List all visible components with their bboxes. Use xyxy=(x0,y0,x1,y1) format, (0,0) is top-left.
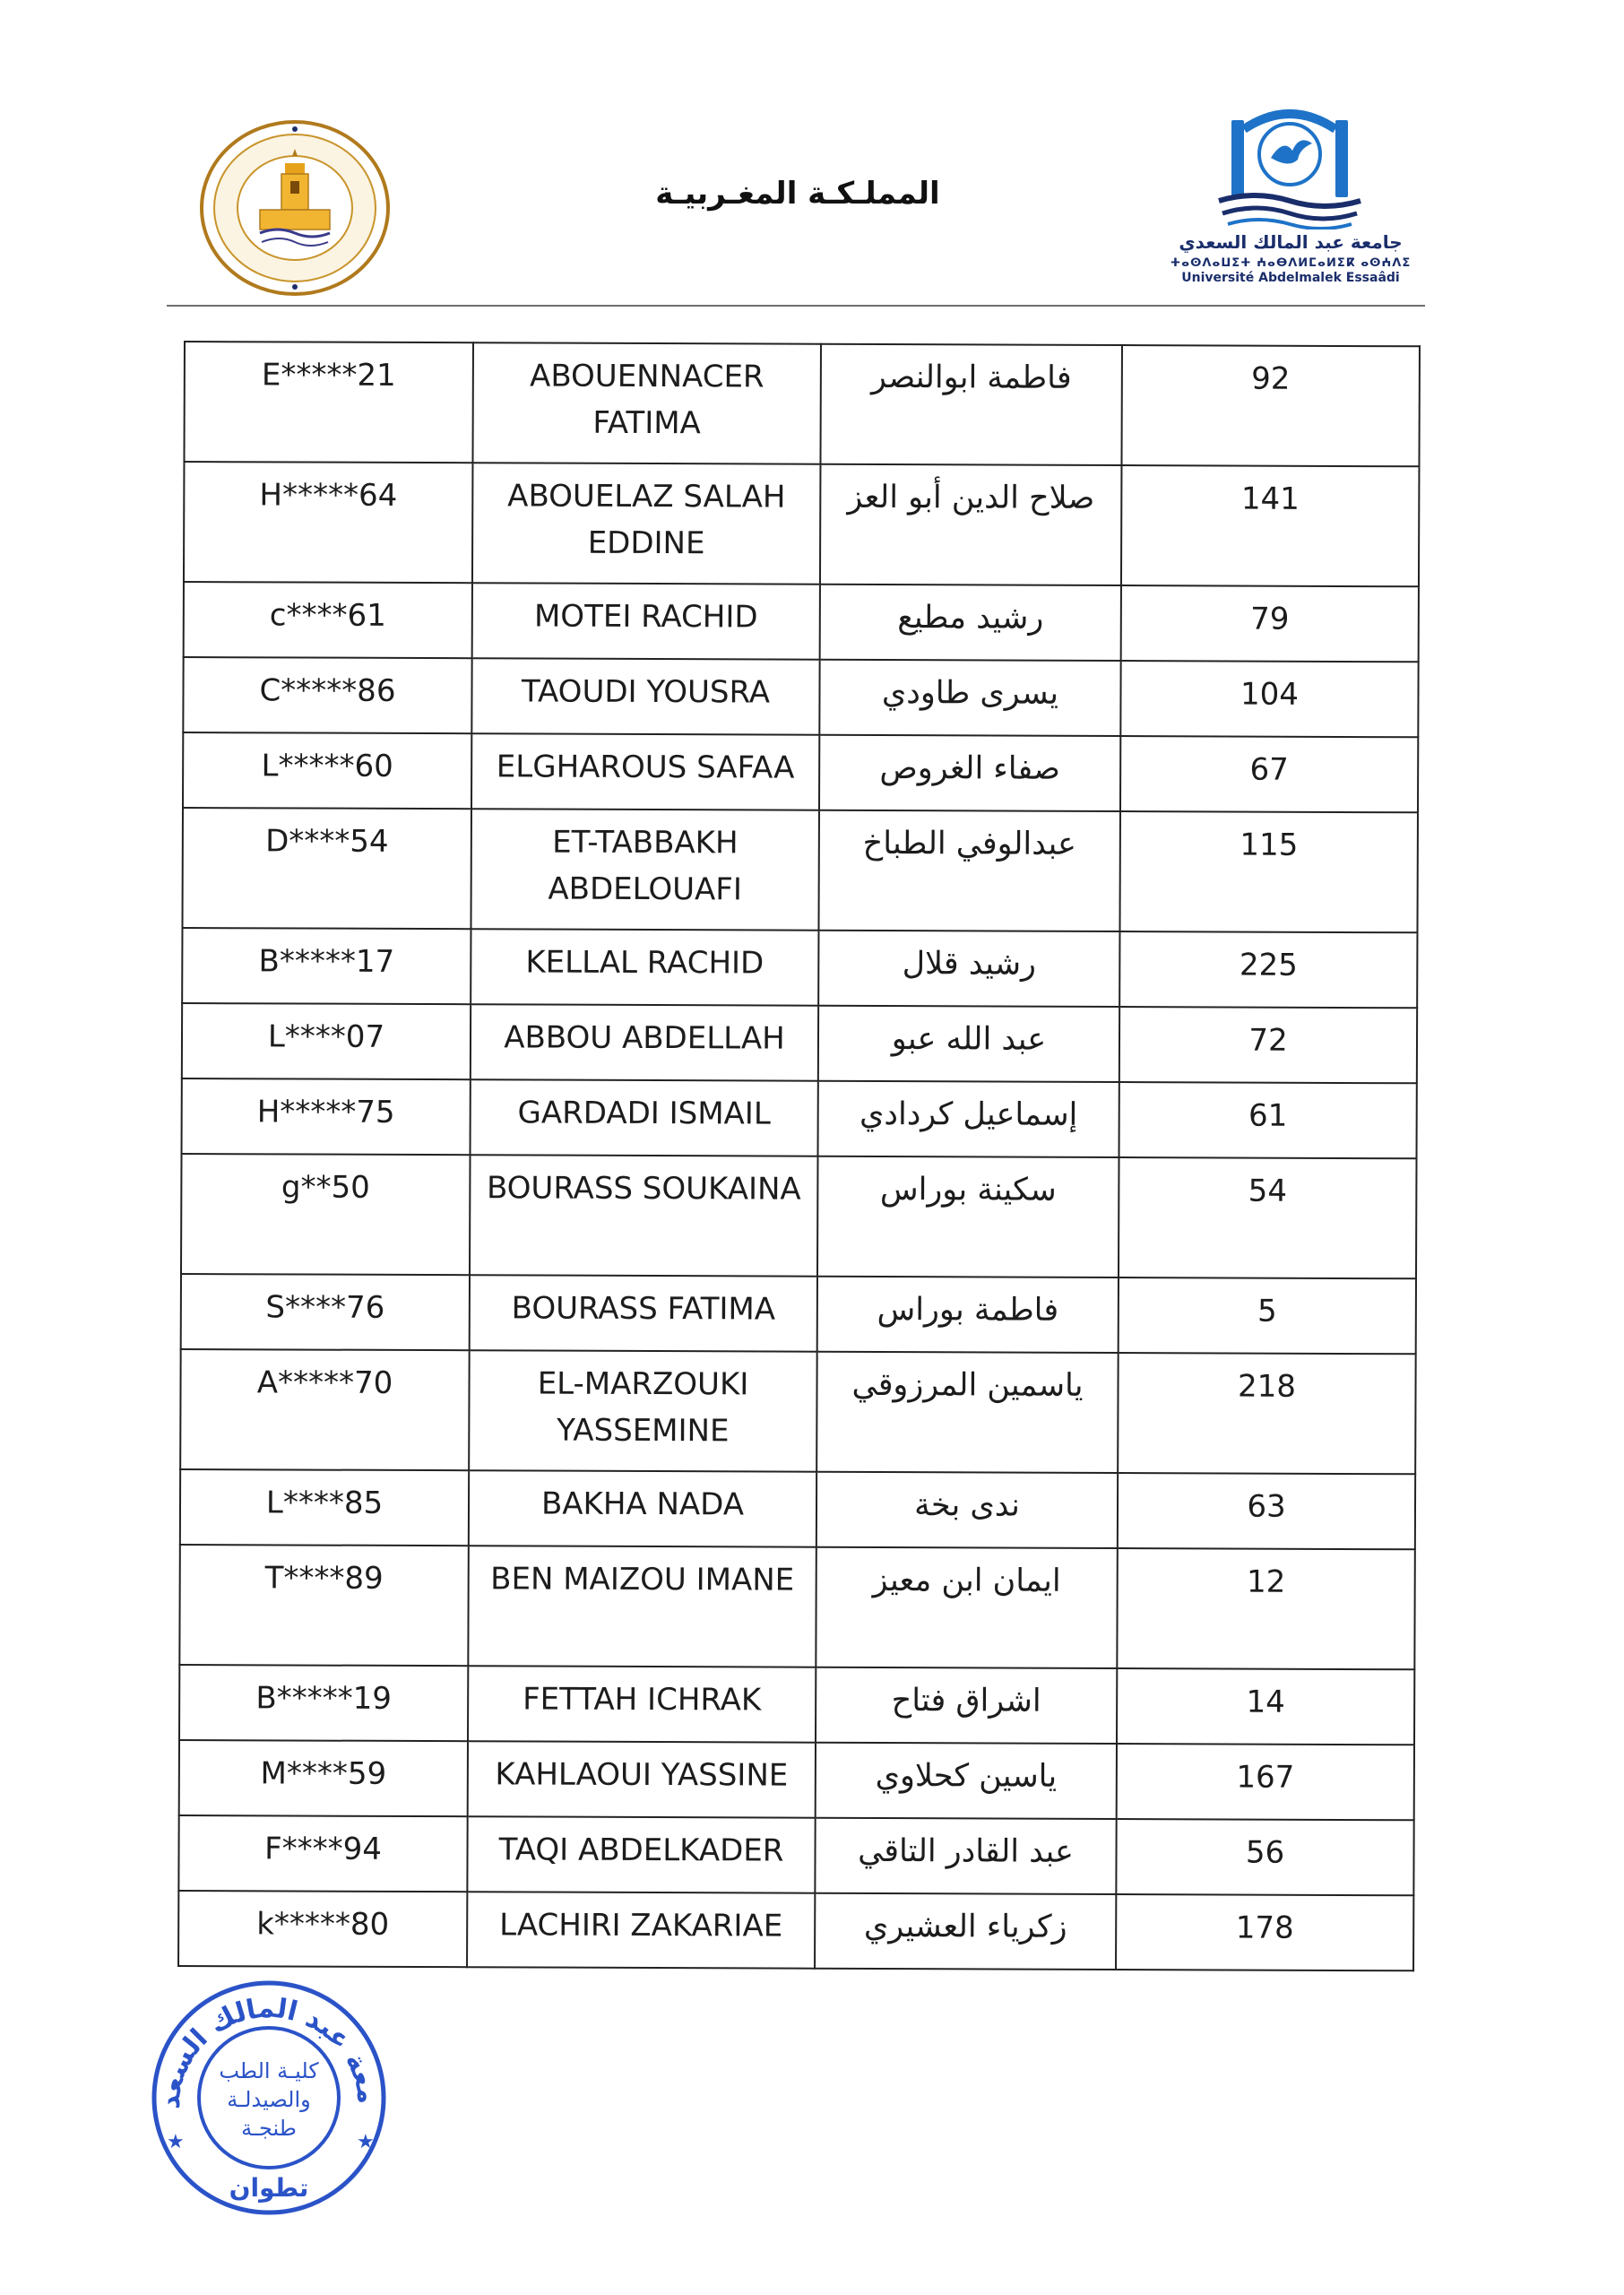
kingdom-title: المملـكـة المغـربيـة xyxy=(655,176,940,212)
name-latin-cell: ABOUENNACER FATIMA xyxy=(472,342,821,463)
table-row xyxy=(181,1274,1416,1354)
name-latin-cell: EL-MARZOUKI YASSEMINE xyxy=(469,1350,817,1471)
university-name-french: Université Abdelmalek Essaâdi xyxy=(1181,271,1400,285)
table-row xyxy=(178,1891,1413,1970)
rank-number-cell: 72 xyxy=(1119,1007,1417,1083)
stamp-inner-line-2: والصيدلـة xyxy=(227,2087,311,2112)
rank-number-cell: 63 xyxy=(1118,1473,1415,1549)
candidate-id-cell: E*****21 xyxy=(184,342,473,463)
table-row xyxy=(180,1349,1416,1474)
candidate-id-cell: k*****80 xyxy=(178,1891,467,1967)
name-latin-cell: TAQI ABDELKADER xyxy=(467,1816,815,1892)
name-latin-cell: ABBOU ABDELLAH xyxy=(471,1004,818,1080)
candidate-id-cell: D****54 xyxy=(182,808,471,929)
university-name-arabic: جامعة عبد المالك السعدي xyxy=(1179,231,1403,253)
header-divider xyxy=(167,305,1425,307)
candidate-id-cell: c****61 xyxy=(184,582,472,658)
table-row xyxy=(180,1469,1415,1549)
candidate-id-cell: B*****19 xyxy=(179,1665,468,1741)
rank-number-cell: 178 xyxy=(1116,1894,1413,1970)
table-row xyxy=(184,462,1420,586)
table-row xyxy=(178,1815,1413,1895)
name-arabic-cell: عبد الله عبو xyxy=(818,1006,1119,1082)
results-table xyxy=(177,341,1421,1971)
name-arabic-cell: رشيد مطيع xyxy=(820,585,1121,661)
rank-number-cell: 54 xyxy=(1119,1157,1417,1278)
name-arabic-cell: إسماعيل كردادي xyxy=(818,1081,1119,1157)
name-latin-cell: ET-TABBAKH ABDELOUAFI xyxy=(471,809,819,930)
rank-number-cell: 61 xyxy=(1119,1082,1417,1158)
name-arabic-cell: ايمان ابن معيز xyxy=(816,1547,1118,1668)
stamp-inner-line-3: طنجـة xyxy=(241,2116,297,2141)
table-row xyxy=(182,808,1418,932)
table-row xyxy=(179,1545,1415,1669)
name-latin-cell: FETTAH ICHRAK xyxy=(468,1666,816,1742)
name-latin-cell: BAKHA NADA xyxy=(469,1470,816,1546)
table-row xyxy=(179,1740,1414,1820)
rank-number-cell: 225 xyxy=(1119,931,1417,1008)
name-latin-cell: TAOUDI YOUSRA xyxy=(471,658,819,734)
stamp-star-left-icon: ★ xyxy=(167,2131,185,2153)
rank-number-cell: 12 xyxy=(1117,1548,1415,1669)
name-arabic-cell: ندى بخة xyxy=(816,1472,1118,1548)
table-row xyxy=(184,342,1420,466)
name-latin-cell: KELLAL RACHID xyxy=(471,929,818,1005)
name-arabic-cell: يسرى طاودي xyxy=(819,660,1120,736)
name-latin-cell: LACHIRI ZAKARIAE xyxy=(467,1892,815,1968)
name-latin-cell: BEN MAIZOU IMANE xyxy=(468,1546,816,1667)
name-latin-cell: GARDADI ISMAIL xyxy=(471,1079,818,1156)
rank-number-cell: 218 xyxy=(1118,1353,1416,1474)
stamp-outer-text: معة عبد المالك السعد xyxy=(154,1992,384,2110)
candidate-id-cell: H*****75 xyxy=(182,1078,471,1155)
name-latin-cell: BOURASS FATIMA xyxy=(470,1275,817,1351)
name-arabic-cell: صفاء الغروص xyxy=(819,735,1120,811)
stamp-bottom-text: تطوان xyxy=(229,2173,309,2203)
candidate-id-cell: T****89 xyxy=(179,1545,469,1666)
candidate-id-cell: M****59 xyxy=(179,1740,468,1816)
rank-number-cell: 115 xyxy=(1119,811,1418,932)
university-name-amazigh: ⵜⴰⵙⴷⴰⵡⵉⵜ ⵄⴰⴱⴷⵍⵎⴰⵍⵉⴽ ⴰⵙⵄⴷⵉ xyxy=(1170,256,1412,270)
rank-number-cell: 167 xyxy=(1117,1744,1414,1820)
name-arabic-cell: رشيد قلال xyxy=(818,931,1119,1007)
candidate-id-cell: L*****60 xyxy=(183,732,471,809)
candidate-id-cell: g**50 xyxy=(181,1154,471,1275)
table-row xyxy=(182,1078,1417,1158)
name-arabic-cell: زكرياء العشيري xyxy=(815,1893,1116,1970)
university-logo xyxy=(1165,108,1416,287)
name-arabic-cell: سكينة بوراس xyxy=(817,1156,1119,1277)
stamp-inner-line-1: كليـة الطب xyxy=(219,2058,319,2083)
candidate-id-cell: C*****86 xyxy=(183,657,471,733)
candidate-id-cell: H*****64 xyxy=(184,462,473,583)
rank-number-cell: 79 xyxy=(1121,585,1419,662)
name-arabic-cell: اشراق فتاح xyxy=(816,1667,1117,1744)
name-arabic-cell: عبدالوفي الطباخ xyxy=(818,810,1120,931)
name-latin-cell: BOURASS SOUKAINA xyxy=(470,1155,818,1276)
name-arabic-cell: صلاح الدين أبو العز xyxy=(820,464,1122,585)
name-latin-cell: MOTEI RACHID xyxy=(472,583,820,659)
table-row xyxy=(183,657,1418,737)
rank-number-cell: 14 xyxy=(1117,1668,1414,1745)
faculty-stamp xyxy=(143,1972,394,2223)
table-row xyxy=(181,1154,1417,1278)
candidate-id-cell: A*****70 xyxy=(180,1349,470,1470)
rank-number-cell: 67 xyxy=(1120,736,1418,812)
rank-number-cell: 5 xyxy=(1119,1277,1416,1354)
name-arabic-cell: عبد القادر التاقي xyxy=(815,1818,1116,1894)
rank-number-cell: 56 xyxy=(1116,1819,1413,1895)
candidate-id-cell: S****76 xyxy=(181,1274,470,1350)
name-arabic-cell: ياسمين المرزوقي xyxy=(816,1352,1119,1473)
table-row xyxy=(183,732,1418,812)
candidate-id-cell: F****94 xyxy=(178,1815,467,1892)
candidate-id-cell: L****85 xyxy=(180,1469,469,1546)
rank-number-cell: 141 xyxy=(1121,465,1420,586)
name-arabic-cell: فاطمة ابوالنصر xyxy=(820,344,1122,465)
results-table-body xyxy=(178,342,1420,1970)
table-row xyxy=(184,582,1419,662)
name-arabic-cell: فاطمة بوراس xyxy=(817,1277,1119,1353)
candidate-id-cell: B*****17 xyxy=(182,928,471,1004)
rank-number-cell: 104 xyxy=(1120,661,1418,737)
stamp-star-right-icon: ★ xyxy=(357,2131,375,2153)
name-latin-cell: ABOUELAZ SALAH EDDINE xyxy=(472,463,821,584)
table-row xyxy=(182,928,1417,1008)
name-arabic-cell: ياسين كحلاوي xyxy=(816,1743,1117,1819)
table-row xyxy=(179,1665,1414,1745)
rank-number-cell: 92 xyxy=(1121,345,1420,466)
name-latin-cell: ELGHAROUS SAFAA xyxy=(471,733,819,810)
table-row xyxy=(182,1003,1417,1083)
name-latin-cell: KAHLAOUI YASSINE xyxy=(468,1741,816,1817)
faculty-logo xyxy=(197,118,393,298)
candidate-id-cell: L****07 xyxy=(182,1003,471,1079)
